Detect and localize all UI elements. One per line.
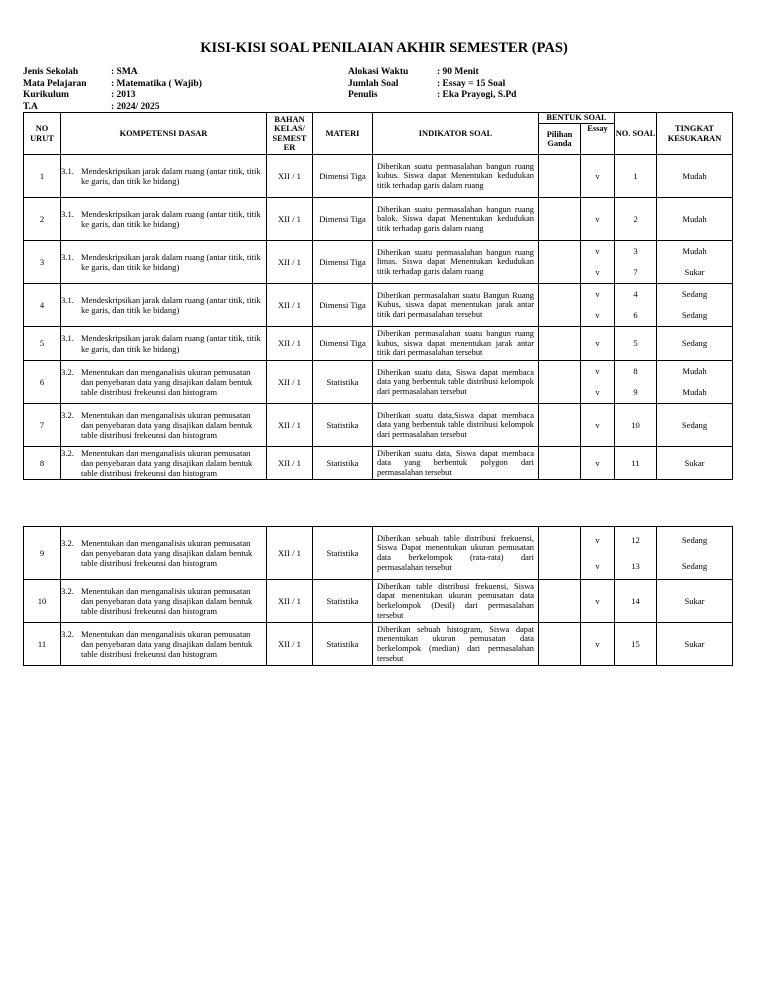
materi: Statistika xyxy=(313,580,373,623)
tingkat-cell xyxy=(657,241,733,284)
tingkat-cell xyxy=(657,404,733,447)
tingkat-kesukaran: Mudah xyxy=(682,366,707,377)
essay-mark-stack xyxy=(581,580,614,622)
kompetensi-dasar-cell xyxy=(61,527,267,580)
header-no-soal: NO. SOAL xyxy=(615,113,657,155)
kelas-semester: XII / 1 xyxy=(267,155,313,198)
indikator-cell xyxy=(373,527,539,580)
materi: Statistika xyxy=(313,404,373,447)
no-soal-cell xyxy=(615,155,657,198)
indikator-soal: Diberikan suatu permasalahan bangun ruang kubus. Siswa dapat Menentukan kedudukan titik terhadap garis dalam ruang xyxy=(377,161,534,190)
kd-text: Menentukan dan menganalisis ukuran pemusatan dan penyebaran data yang disajikan dalam bentuk table distribusi frekeunsi dan histogram xyxy=(81,366,253,398)
tingkat-kesukaran-stack xyxy=(657,327,732,360)
essay-mark-stack xyxy=(581,623,614,665)
kompetensi-dasar xyxy=(61,410,266,441)
no-soal: 6 xyxy=(633,310,638,321)
row-number: 1 xyxy=(24,155,61,198)
essay-mark: v xyxy=(595,289,600,300)
table-row xyxy=(24,327,733,361)
kd-text: Menentukan dan menganalisis ukuran pemusatan dan penyebaran data yang disajikan dalam bentuk table distribusi frekeunsi dan histogram xyxy=(81,537,253,569)
kd-number: 3.1. xyxy=(61,165,74,176)
kelas-semester: XII / 1 xyxy=(267,361,313,404)
tingkat-cell xyxy=(657,284,733,327)
pilihan-ganda-cell xyxy=(539,327,581,361)
kompetensi-dasar-cell xyxy=(61,447,267,480)
tingkat-kesukaran-stack xyxy=(657,155,732,197)
no-soal-cell xyxy=(615,284,657,327)
kd-text: Menentukan dan menganalisis ukuran pemusatan dan penyebaran data yang disajikan dalam bentuk table distribusi frekeunsi dan histogram xyxy=(81,585,253,617)
no-soal-stack xyxy=(615,527,656,579)
no-soal-cell xyxy=(615,198,657,241)
kompetensi-dasar-cell xyxy=(61,623,267,666)
kd-number: 3.1. xyxy=(61,208,74,219)
table-row xyxy=(24,580,733,623)
table-row xyxy=(24,361,733,404)
no-soal: 15 xyxy=(631,638,640,649)
info-label: Mata Pelajaran xyxy=(23,78,87,89)
info-right xyxy=(348,67,516,102)
tingkat-cell xyxy=(657,155,733,198)
kd-number: 3.2. xyxy=(61,628,74,639)
kompetensi-dasar-cell xyxy=(61,404,267,447)
header-indikator: INDIKATOR SOAL xyxy=(373,113,539,155)
essay-mark: v xyxy=(595,338,600,349)
no-soal-stack xyxy=(615,447,656,479)
row-number: 8 xyxy=(24,447,61,480)
no-soal: 7 xyxy=(633,267,638,278)
essay-mark-stack xyxy=(581,284,614,326)
info-value: : 90 Menit xyxy=(437,67,479,77)
pilihan-ganda-cell xyxy=(539,241,581,284)
indikator-cell xyxy=(373,361,539,404)
indikator-cell xyxy=(373,155,539,198)
tingkat-kesukaran-stack xyxy=(657,404,732,446)
no-soal-stack xyxy=(615,361,656,403)
info-label: T.A xyxy=(23,101,38,112)
kompetensi-dasar xyxy=(61,586,266,617)
pilihan-ganda-cell xyxy=(539,623,581,666)
kelas-semester: XII / 1 xyxy=(267,580,313,623)
essay-cell xyxy=(581,580,615,623)
essay-mark-stack xyxy=(581,198,614,240)
tingkat-cell xyxy=(657,361,733,404)
table-row xyxy=(24,155,733,198)
tingkat-kesukaran: Mudah xyxy=(682,213,707,224)
indikator-soal: Diberikan table distribusi frekuensi, Siswa dapat menentukan ukuran pemusatan data berkelompok (Desil) dari permasalahan tersebut xyxy=(377,581,534,620)
info-row xyxy=(348,90,516,102)
materi: Dimensi Tiga xyxy=(313,284,373,327)
no-soal-stack xyxy=(615,327,656,360)
essay-mark: v xyxy=(595,638,600,649)
tingkat-kesukaran-stack xyxy=(657,527,732,579)
no-soal: 5 xyxy=(633,338,638,349)
kd-number: 3.1. xyxy=(61,294,74,305)
indikator-cell xyxy=(373,327,539,361)
essay-cell xyxy=(581,327,615,361)
essay-mark-stack xyxy=(581,155,614,197)
no-soal: 8 xyxy=(633,366,638,377)
header-no-urut: NO URUT xyxy=(24,113,61,155)
no-soal-cell xyxy=(615,580,657,623)
info-label: Alokasi Waktu xyxy=(348,67,409,77)
tingkat-cell xyxy=(657,198,733,241)
info-row xyxy=(23,67,202,79)
kompetensi-dasar-cell xyxy=(61,198,267,241)
tingkat-kesukaran-stack xyxy=(657,284,732,326)
info-row xyxy=(348,67,516,79)
kelas-semester: XII / 1 xyxy=(267,527,313,580)
kelas-semester: XII / 1 xyxy=(267,404,313,447)
pilihan-ganda-cell xyxy=(539,198,581,241)
indikator-cell xyxy=(373,447,539,480)
no-soal-cell xyxy=(615,527,657,580)
tingkat-kesukaran-stack xyxy=(657,623,732,665)
info-value: : Essay = 15 Soal xyxy=(437,78,506,89)
essay-mark-stack xyxy=(581,361,614,403)
header-materi: MATERI xyxy=(313,113,373,155)
row-number: 6 xyxy=(24,361,61,404)
info-value: : Matematika ( Wajib) xyxy=(111,78,202,89)
info-label: Kurikulum xyxy=(23,90,69,100)
materi: Dimensi Tiga xyxy=(313,327,373,361)
essay-mark: v xyxy=(595,560,600,571)
kompetensi-dasar-cell xyxy=(61,155,267,198)
no-soal: 9 xyxy=(633,387,638,398)
tingkat-kesukaran: Sedang xyxy=(681,534,708,545)
no-soal-stack xyxy=(615,580,656,622)
tingkat-kesukaran: Sedang xyxy=(681,289,708,300)
essay-cell xyxy=(581,404,615,447)
kd-number: 3.2. xyxy=(61,366,74,377)
no-soal-stack xyxy=(615,198,656,240)
essay-mark-stack xyxy=(581,447,614,479)
indikator-soal: Diberikan permasalahan suatu Bangun Ruang Kubus, siswa dapat menentukan jarak antar titik dari permasalahan tersebut xyxy=(377,290,534,319)
no-soal-cell xyxy=(615,447,657,480)
essay-mark: v xyxy=(595,213,600,224)
pilihan-ganda-cell xyxy=(539,580,581,623)
indikator-soal: Diberikan sebuah histogram, Siswa dapat menentukan ukuran pemusatan data berkelompok (median) dari permasalahan tersebut xyxy=(377,624,534,663)
kd-text: Mendeskripsikan jarak dalam ruang (antar titik, titik ke garis, dan titik ke bidang) xyxy=(81,165,261,186)
essay-mark-stack xyxy=(581,327,614,360)
info-row xyxy=(23,90,202,102)
row-number: 5 xyxy=(24,327,61,361)
info-value: : 2024/ 2025 xyxy=(111,101,160,112)
kompetensi-dasar-cell xyxy=(61,284,267,327)
tingkat-cell xyxy=(657,327,733,361)
kisi-table-page-2 xyxy=(23,526,733,666)
no-soal: 4 xyxy=(633,289,638,300)
tingkat-kesukaran-stack xyxy=(657,580,732,622)
essay-mark: v xyxy=(595,387,600,398)
no-soal: 1 xyxy=(633,170,638,181)
page-title: KISI-KISI SOAL PENILAIAN AKHIR SEMESTER (PAS) xyxy=(200,40,568,56)
kompetensi-dasar xyxy=(61,209,266,229)
tingkat-kesukaran-stack xyxy=(657,241,732,283)
tingkat-kesukaran: Mudah xyxy=(682,170,707,181)
essay-mark-stack xyxy=(581,527,614,579)
essay-cell xyxy=(581,284,615,327)
tingkat-kesukaran: Sukar xyxy=(684,457,705,468)
essay-mark: v xyxy=(595,457,600,468)
kompetensi-dasar xyxy=(61,629,266,660)
kompetensi-dasar-cell xyxy=(61,361,267,404)
kompetensi-dasar-cell xyxy=(61,327,267,361)
header-essay: Essay xyxy=(581,124,615,155)
header-pilihan-ganda: Pilihan Ganda xyxy=(539,124,581,155)
essay-cell xyxy=(581,447,615,480)
kompetensi-dasar xyxy=(61,166,266,186)
pilihan-ganda-cell xyxy=(539,361,581,404)
kd-number: 3.2. xyxy=(61,447,74,458)
tingkat-kesukaran-stack xyxy=(657,198,732,240)
row-number: 11 xyxy=(24,623,61,666)
pilihan-ganda-cell xyxy=(539,284,581,327)
essay-mark-stack xyxy=(581,241,614,283)
indikator-soal: Diberikan suatu data, Siswa dapat membaca data yang berbentuk polygon dari permasalahan tersebut xyxy=(377,448,534,477)
kompetensi-dasar xyxy=(61,448,266,479)
info-value: : Eka Prayogi, S.Pd xyxy=(437,90,517,100)
no-soal-cell xyxy=(615,327,657,361)
header-kelas: BAHAN KELAS/ SEMEST ER xyxy=(267,113,313,155)
essay-cell xyxy=(581,241,615,284)
kelas-semester: XII / 1 xyxy=(267,198,313,241)
table-row xyxy=(24,527,733,580)
kd-text: Mendeskripsikan jarak dalam ruang (antar titik, titik ke garis, dan titik ke bidang) xyxy=(81,333,261,354)
materi: Statistika xyxy=(313,447,373,480)
tingkat-kesukaran: Sedang xyxy=(681,310,708,321)
kompetensi-dasar xyxy=(61,295,266,315)
essay-mark-stack xyxy=(581,404,614,446)
row-number: 9 xyxy=(24,527,61,580)
kd-text: Menentukan dan menganalisis ukuran pemusatan dan penyebaran data yang disajikan dalam bentuk table distribusi frekeunsi dan histogram xyxy=(81,628,253,660)
no-soal-cell xyxy=(615,404,657,447)
header-bentuk-soal: BENTUK SOAL xyxy=(539,113,615,124)
materi: Dimensi Tiga xyxy=(313,155,373,198)
no-soal: 12 xyxy=(631,534,640,545)
kelas-semester: XII / 1 xyxy=(267,327,313,361)
no-soal-stack xyxy=(615,284,656,326)
no-soal: 13 xyxy=(631,560,640,571)
kelas-semester: XII / 1 xyxy=(267,284,313,327)
tingkat-kesukaran: Sukar xyxy=(684,267,705,278)
tingkat-kesukaran: Mudah xyxy=(682,246,707,257)
no-soal-cell xyxy=(615,241,657,284)
row-number: 10 xyxy=(24,580,61,623)
pilihan-ganda-cell xyxy=(539,527,581,580)
no-soal-stack xyxy=(615,623,656,665)
info-label: Jenis Sekolah xyxy=(23,67,79,77)
tingkat-kesukaran: Sedang xyxy=(681,560,708,571)
row-number: 7 xyxy=(24,404,61,447)
kelas-semester: XII / 1 xyxy=(267,623,313,666)
no-soal: 10 xyxy=(631,419,640,430)
materi: Statistika xyxy=(313,527,373,580)
materi: Statistika xyxy=(313,361,373,404)
table-row xyxy=(24,241,733,284)
essay-cell xyxy=(581,155,615,198)
kd-number: 3.1. xyxy=(61,333,74,344)
essay-mark: v xyxy=(595,310,600,321)
indikator-cell xyxy=(373,404,539,447)
kd-text: Mendeskripsikan jarak dalam ruang (antar titik, titik ke garis, dan titik ke bidang) xyxy=(81,208,261,229)
kd-text: Mendeskripsikan jarak dalam ruang (antar titik, titik ke garis, dan titik ke bidang) xyxy=(81,294,261,315)
materi: Dimensi Tiga xyxy=(313,198,373,241)
info-value: : SMA xyxy=(111,67,138,77)
indikator-cell xyxy=(373,284,539,327)
essay-mark: v xyxy=(595,246,600,257)
pilihan-ganda-cell xyxy=(539,155,581,198)
tingkat-kesukaran: Mudah xyxy=(682,387,707,398)
essay-cell xyxy=(581,623,615,666)
no-soal: 11 xyxy=(631,457,640,468)
kd-text: Mendeskripsikan jarak dalam ruang (antar titik, titik ke garis, dan titik ke bidang) xyxy=(81,251,261,272)
indikator-soal: Diberikan suatu permasalahan bangun ruang balok. Siswa dapat Menentukan kedudukan titik terhadap garis dalam ruang xyxy=(377,204,534,233)
no-soal-stack xyxy=(615,155,656,197)
row-number: 2 xyxy=(24,198,61,241)
table-row xyxy=(24,198,733,241)
kd-number: 3.2. xyxy=(61,537,74,548)
kd-number: 3.1. xyxy=(61,251,74,262)
header-tingkat: TINGKAT KESUKARAN xyxy=(657,113,733,155)
table-row xyxy=(24,447,733,480)
kompetensi-dasar xyxy=(61,367,266,398)
tingkat-kesukaran: Sedang xyxy=(681,419,708,430)
tingkat-cell xyxy=(657,623,733,666)
kelas-semester: XII / 1 xyxy=(267,447,313,480)
no-soal: 2 xyxy=(633,213,638,224)
kelas-semester: XII / 1 xyxy=(267,241,313,284)
indikator-cell xyxy=(373,198,539,241)
tingkat-cell xyxy=(657,527,733,580)
kompetensi-dasar-cell xyxy=(61,580,267,623)
no-soal-stack xyxy=(615,241,656,283)
kd-number: 3.2. xyxy=(61,585,74,596)
essay-mark: v xyxy=(595,170,600,181)
no-soal-cell xyxy=(615,623,657,666)
essay-mark: v xyxy=(595,595,600,606)
no-soal-cell xyxy=(615,361,657,404)
no-soal-stack xyxy=(615,404,656,446)
tingkat-cell xyxy=(657,447,733,480)
essay-cell xyxy=(581,198,615,241)
tingkat-cell xyxy=(657,580,733,623)
row-number: 4 xyxy=(24,284,61,327)
indikator-soal: Diberikan suatu data, Siswa dapat membaca data yang berbentuk table distribusi kelompok dari permasalahan tersebut xyxy=(377,367,534,396)
info-row xyxy=(23,79,202,91)
table-row xyxy=(24,284,733,327)
indikator-soal: Diberikan suatu permasalahan bangun ruang limas. Siswa dapat Menentukan kedudukan titik terhadap garis dalam ruang xyxy=(377,247,534,276)
tingkat-kesukaran: Sukar xyxy=(684,595,705,606)
info-left xyxy=(23,67,202,113)
pilihan-ganda-cell xyxy=(539,447,581,480)
tingkat-kesukaran: Sukar xyxy=(684,638,705,649)
indikator-soal: Diberikan suatu data,Siswa dapat membaca data yang berbentuk table distribusi kelompok dari permasalahan tersebut xyxy=(377,410,534,439)
kompetensi-dasar-cell xyxy=(61,241,267,284)
kd-text: Menentukan dan menganalisis ukuran pemusatan dan penyebaran data yang disajikan dalam bentuk table distribusi frekeunsi dan histogram xyxy=(81,409,253,441)
kd-number: 3.2. xyxy=(61,409,74,420)
table-row xyxy=(24,623,733,666)
info-label: Penulis xyxy=(348,90,378,100)
essay-cell xyxy=(581,527,615,580)
indikator-soal: Diberikan permasalahan suatu bangun ruang kubus, siswa dapat menentukan jarak antar titik dari permasalahan tersebut xyxy=(377,329,534,358)
tingkat-kesukaran-stack xyxy=(657,447,732,479)
indikator-cell xyxy=(373,241,539,284)
kompetensi-dasar xyxy=(61,333,266,353)
row-number: 3 xyxy=(24,241,61,284)
tingkat-kesukaran-stack xyxy=(657,361,732,403)
info-label: Jumlah Soal xyxy=(348,78,399,89)
table-row xyxy=(24,404,733,447)
essay-mark: v xyxy=(595,534,600,545)
kisi-table-page-1 xyxy=(23,112,733,480)
tingkat-kesukaran: Sedang xyxy=(681,338,708,349)
essay-mark: v xyxy=(595,366,600,377)
essay-mark: v xyxy=(595,419,600,430)
kompetensi-dasar xyxy=(61,252,266,272)
indikator-cell xyxy=(373,623,539,666)
info-row xyxy=(348,79,516,91)
no-soal: 3 xyxy=(633,246,638,257)
info-value: : 2013 xyxy=(111,90,136,100)
indikator-cell xyxy=(373,580,539,623)
header-kompetensi-dasar: KOMPETENSI DASAR xyxy=(61,113,267,155)
indikator-soal: Diberikan sebuah table distribusi frekuensi, Siswa Dapat menentukan ukuran pemusatan data berkelompok (rata-rata) dari permasalahan tersebut xyxy=(377,533,534,572)
no-soal: 14 xyxy=(631,595,640,606)
materi: Statistika xyxy=(313,623,373,666)
kd-text: Menentukan dan menganalisis ukuran pemusatan dan penyebaran data yang disajikan dalam bentuk table distribusi frekeunsi dan histogram xyxy=(81,447,253,479)
essay-cell xyxy=(581,361,615,404)
kompetensi-dasar xyxy=(61,538,266,569)
materi: Dimensi Tiga xyxy=(313,241,373,284)
essay-mark: v xyxy=(595,267,600,278)
pilihan-ganda-cell xyxy=(539,404,581,447)
